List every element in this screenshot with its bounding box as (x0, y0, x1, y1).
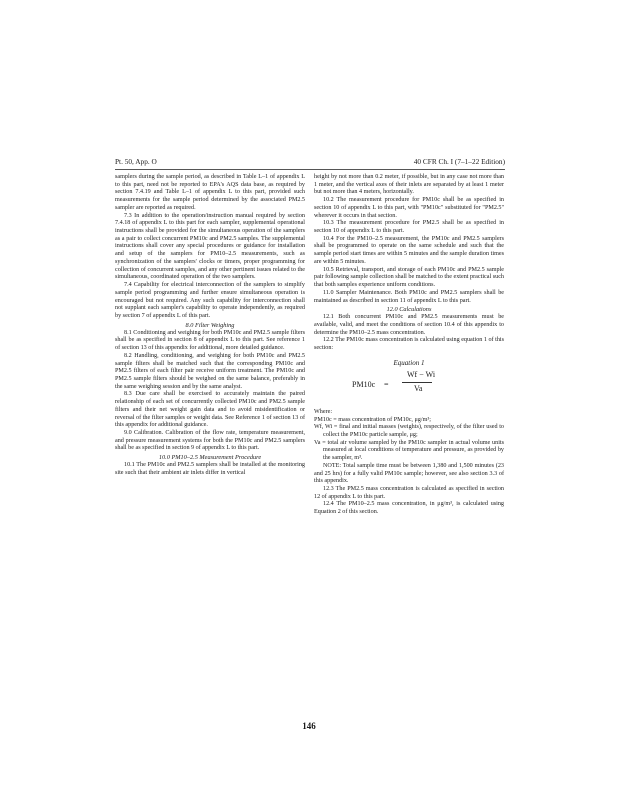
equation-1 (314, 371, 504, 401)
paragraph: 10.2 The measurement procedure for PM10c shall be as specified in section 10 of appendix L to this part, with "PM10c" substituted for "PM2.5" wherever it occurs in that section. (314, 197, 504, 219)
paragraph: 12.1 Both concurrent PM10c and PM2.5 measurements must be available, valid, and meet the conditions of section 10.4 of this appendix to determine the PM10–2.5 mass concentration. (314, 314, 504, 336)
paragraph: 10.4 For the PM10–2.5 measurement, the PM10c and PM2.5 samplers shall be programmed to operate on the same schedule and such that the sample period start times are within 5 minutes and the sample duration times are within 5 minutes. (314, 235, 504, 265)
section-heading: 12.0 Calculations (386, 306, 432, 314)
paragraph: height by not more than 0.2 meter, if possible, but in any case not more than 1 meter, and the vertical axes of their inlets are separated by at least 1 meter but not more than 4 meters, horizontally. (314, 174, 504, 196)
paragraph: 10.1 The PM10c and PM2.5 samplers shall be installed at the monitoring site such that their ambient air inlets differ in vertical (115, 462, 305, 476)
equation-denominator: Va (414, 383, 423, 393)
definition-item: Wf, Wi = final and initial masses (weights), respectively, of the filter used to collect the PM10c particle sample, μg; (314, 424, 504, 438)
definition-item: Va = total air volume sampled by the PM10c sampler in actual volume units measured at local conditions of temperature and pressure, as provided by the sampler, m³. (314, 439, 504, 462)
paragraph: 12.2 The PM10c mass concentration is calculated using equation 1 of this section: (314, 337, 504, 352)
equation-title: Equation 1 (393, 358, 425, 367)
paragraph: 12.3 The PM2.5 mass concentration is calculated as specified in section 12 of appendix L to this part. (314, 486, 504, 500)
right-column (314, 174, 504, 517)
paragraph: 10.5 Retrieval, transport, and storage of each PM10c and PM2.5 sample pair following sample collection shall be matched to the extent practical such that both samples experience uniform conditions. (314, 266, 504, 289)
paragraph: 9.0 Calibration. Calibration of the flow rate, temperature measurement, and pressure measurement systems for both the PM10c and PM2.5 samplers shall be as specified in section 9 of appendix L to this part. (115, 430, 305, 452)
paragraph: NOTE: Total sample time must be between 1,380 and 1,500 minutes (23 and 25 hrs) for a fully valid PM10c sample; however, see also section 3.3 of this appendix. (314, 462, 504, 485)
paragraph: 7.4 Capability for electrical interconnection of the samplers to simplify sample period programming and further ensure simultaneous operation is encouraged but not required. Any such capability for interconnection shall not supplant each sampler's capability to operate independently, as required by section 7 of appendix L of this part. (115, 282, 305, 319)
paragraph: 12.4 The PM10–2.5 mass concentration, in μg/m³, is calculated using Equation 2 of this section. (314, 501, 504, 516)
paragraph: 8.1 Conditioning and weighing for both PM10c and PM2.5 sample filters shall be as specified in section 8 of appendix L to this part. See reference 1 of section 13 of this appendix for additional, more detailed guidance. (115, 329, 305, 352)
paragraph: Where: (314, 408, 333, 415)
paragraph: samplers during the sample period, as described in Table L–1 of appendix L to this part, need not be reported to EPA's AQS data base, as required by section 7.4.19 and Table L–1 of appendix L to this part, provided such measurements for the sample period determined by the associated PM2.5 sampler are reported as required. (115, 174, 305, 211)
header-section-ref: Pt. 50, App. O (115, 157, 157, 166)
fraction-bar (402, 382, 432, 383)
left-column (115, 174, 305, 478)
definition-item: PM10c = mass concentration of PM10c, μg/m³; (314, 416, 431, 423)
equation-equals: = (384, 379, 389, 389)
equation-lhs: PM10c (352, 379, 376, 389)
equation-numerator: Wf − Wi (407, 369, 436, 379)
paragraph: 8.2 Handling, conditioning, and weighing for both PM10c and PM2.5 sample filters shall be matched such that the corresponding PM10c and PM2.5 filters of each filter pair receive uniform treatment. The PM10c and PM2.5 sample filters should be weighed on the same balance, preferably in the same weighing session and by the same analyst. (115, 352, 305, 390)
running-header (115, 157, 505, 170)
paragraph: 11.0 Sampler Maintenance. Both PM10c and PM2.5 samplers shall be maintained as described in section 11 of appendix L to this part. (314, 289, 504, 304)
header-edition: 40 CFR Ch. I (7–1–22 Edition) (413, 157, 505, 166)
section-heading: 10.0 PM10–2.5 Measurement Procedure (158, 454, 262, 462)
paragraph: 8.3 Due care shall be exercised to accurately maintain the paired relationship of each set of concurrently collected PM10c and PM2.5 sample filters and their net weight gain data and to avoid misidentification or reversal of the filter samples or weight data. See Reference 1 of section 13 of this appendix for additional guidance. (115, 391, 305, 429)
section-heading: 8.0 Filter Weighing (185, 321, 235, 329)
paragraph: 7.3 In addition to the operation/instruction manual required by section 7.4.18 of appendix L to this part for each sampler, supplemental operational instructions shall be provided for the simultaneous operation of the samplers as a pair to collect concurrent PM10c and PM2.5 samples. The supplemental instructions shall cover any special procedures or guidance for installation and setup of the samplers for PM10–2.5 measurements, such as synchronization of the samplers' clocks or timers, proper programming for collection of concurrent samples, and any other pertinent issues related to the simultaneous, coordinated operation of the two samplers. (115, 212, 305, 281)
page-number: 146 (302, 721, 316, 731)
paragraph: 10.3 The measurement procedure for PM2.5 shall be as specified in section 10 of appendix L to this part. (314, 220, 504, 235)
